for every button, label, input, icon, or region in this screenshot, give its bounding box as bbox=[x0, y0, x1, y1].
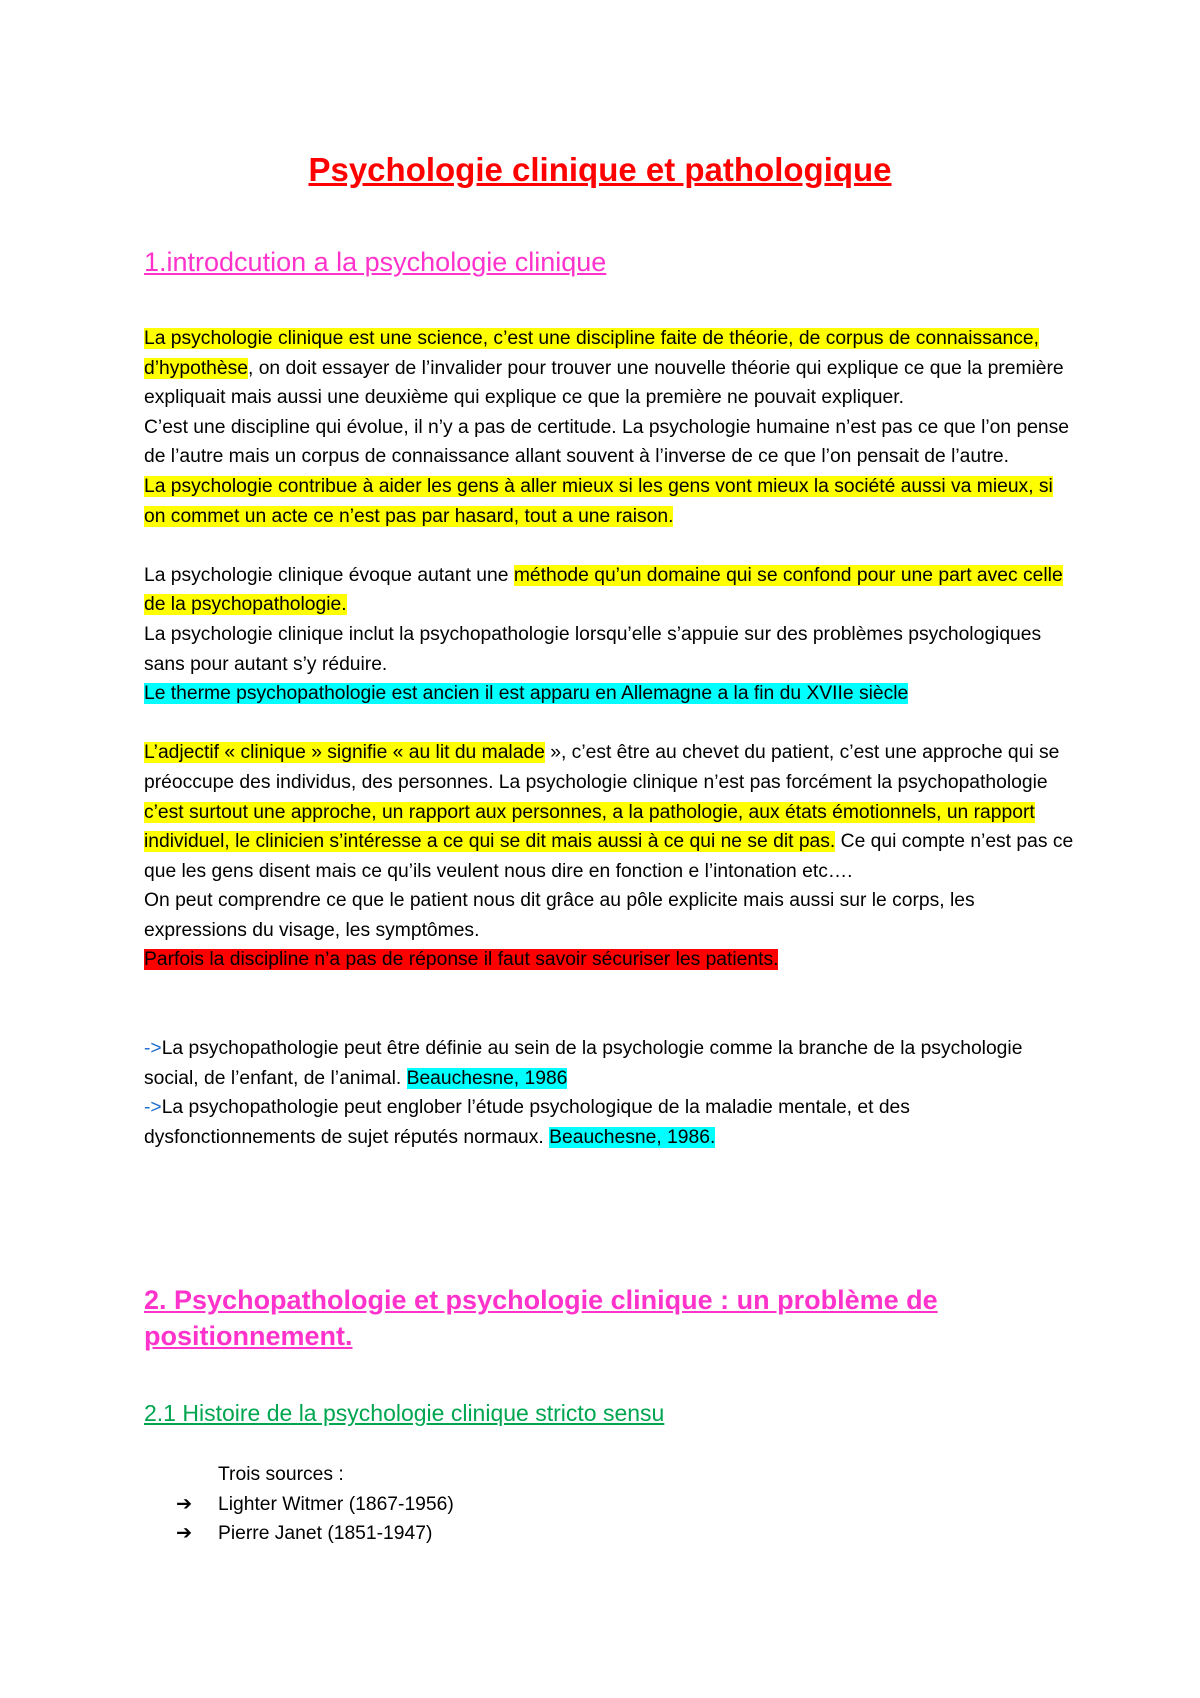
citation: Beauchesne, 1986 bbox=[406, 1067, 568, 1089]
highlight-red: Parfois la discipline n’a pas de réponse il faut savoir sécuriser les patients. bbox=[144, 949, 779, 971]
section-2-heading: 2. Psychopathologie et psychologie clinique : un problème de positionnement. bbox=[144, 1285, 938, 1351]
arrow-right-icon: ➔ bbox=[176, 1523, 193, 1545]
list-item-text: Lighter Witmer (1867-1956) bbox=[218, 1493, 454, 1515]
highlight-yellow: L’adjectif « clinique » signifie « au lit du malade bbox=[144, 742, 545, 764]
blank-line bbox=[144, 975, 1074, 1005]
sources-label: Trois sources : bbox=[218, 1464, 344, 1485]
document-title: Psychologie clinique et pathologique bbox=[308, 151, 892, 188]
paragraph-8: On peut comprendre ce que le patient nous dit grâce au pôle explicite mais aussi sur le corps, les expressions du visage, les symptômes. bbox=[144, 890, 975, 941]
highlight-yellow: c’est surtout une approche, un rapport aux personnes, a la pathologie, aux états émotionnels, un rapport individuel, le clinicien s’intéresse a ce qui se dit mais aussi à ce qui ne se dit pas. bbox=[144, 801, 1035, 853]
section-1-body bbox=[144, 324, 1074, 1153]
paragraph-1: La psychologie clinique est une science, c’est une discipline faite de théorie, de corpus de connaissance, d’hypothèse, on doit essayer de l’invalider pour trouver une nouvelle théorie qui explique ce que la première expliquait mais aussi une deuxième qui explique ce que la première ne pouvait expliquer. bbox=[144, 328, 1064, 409]
sources-list bbox=[176, 1460, 454, 1549]
arrow-icon: -> bbox=[144, 1097, 162, 1119]
paragraph-5: La psychologie clinique inclut la psychopathologie lorsqu’elle s’appuie sur des problèmes psychologiques sans pour autant s’y réduire. bbox=[144, 623, 1042, 675]
paragraph-7: L’adjectif « clinique » signifie « au lit du malade », c’est être au chevet du patient, c’est une approche qui se préoccupe des individus, des personnes. La psychologie clinique n’est pas forcément la psychopathologie c’est surtout une approche, un rapport aux personnes, a la pathologie, aux états émotionnels, un rapport individuel, le clinicien s’intéresse a ce qui se dit mais aussi à ce qui ne se dit pas. Ce qui compte n’est pas ce que les gens disent mais ce qu’ils veulent nous dire en fonction e l’intonation etc…. bbox=[144, 742, 1074, 882]
list-item bbox=[176, 1519, 454, 1549]
paragraph-2: C’est une discipline qui évolue, il n’y a pas de certitude. La psychologie humaine n’est pas ce que l’on pense de l’autre mais un corpus de connaissance allant souvent à l’inverse de ce que l’on pensait de l’autre. bbox=[144, 416, 1070, 468]
highlight-cyan: Le therme psychopathologie est ancien il est apparu en Allemagne a la fin du XVIIe siècle bbox=[144, 683, 909, 705]
list-item-text: Pierre Janet (1851-1947) bbox=[218, 1523, 433, 1545]
arrow-icon: -> bbox=[144, 1038, 162, 1060]
paragraph-4: La psychologie clinique évoque autant une méthode qu’un domaine qui se confond pour une part avec celle de la psychopathologie. bbox=[144, 564, 1063, 616]
blank-line bbox=[144, 531, 1074, 561]
paragraph-9 bbox=[144, 945, 1074, 975]
paragraph-11: ->La psychopathologie peut englober l’étude psychologique de la maladie mentale, et des dysfonctionnements de sujet réputés normaux. Beauchesne, 1986. bbox=[144, 1097, 910, 1149]
paragraph-10: ->La psychopathologie peut être définie au sein de la psychologie comme la branche de la psychologie social, de l’enfant, de l’animal. Beauchesne, 1986 bbox=[144, 1038, 1023, 1089]
arrow-right-icon: ➔ bbox=[176, 1493, 193, 1515]
highlight-yellow: La psychologie contribue à aider les gens à aller mieux si les gens vont mieux la société aussi va mieux, si on commet un acte ce n’est pas par hasard, tout a une raison. bbox=[144, 475, 1053, 527]
section-2-1-heading: 2.1 Histoire de la psychologie clinique stricto sensu bbox=[144, 1400, 665, 1426]
highlight-yellow: méthode qu’un domaine qui se confond pour une part avec celle de la psychopathologie. bbox=[144, 564, 1063, 616]
paragraph-6 bbox=[144, 679, 1074, 709]
paragraph-3 bbox=[144, 472, 1074, 531]
citation: Beauchesne, 1986. bbox=[549, 1127, 716, 1149]
blank-line bbox=[144, 709, 1074, 739]
blank-line bbox=[144, 1005, 1074, 1035]
highlight-yellow: La psychologie clinique est une science, c’est une discipline faite de théorie, de corpus de connaissance, d’hypothèse bbox=[144, 328, 1039, 379]
section-1-heading: 1.introdcution a la psychologie clinique bbox=[144, 247, 607, 277]
list-item bbox=[176, 1490, 454, 1520]
